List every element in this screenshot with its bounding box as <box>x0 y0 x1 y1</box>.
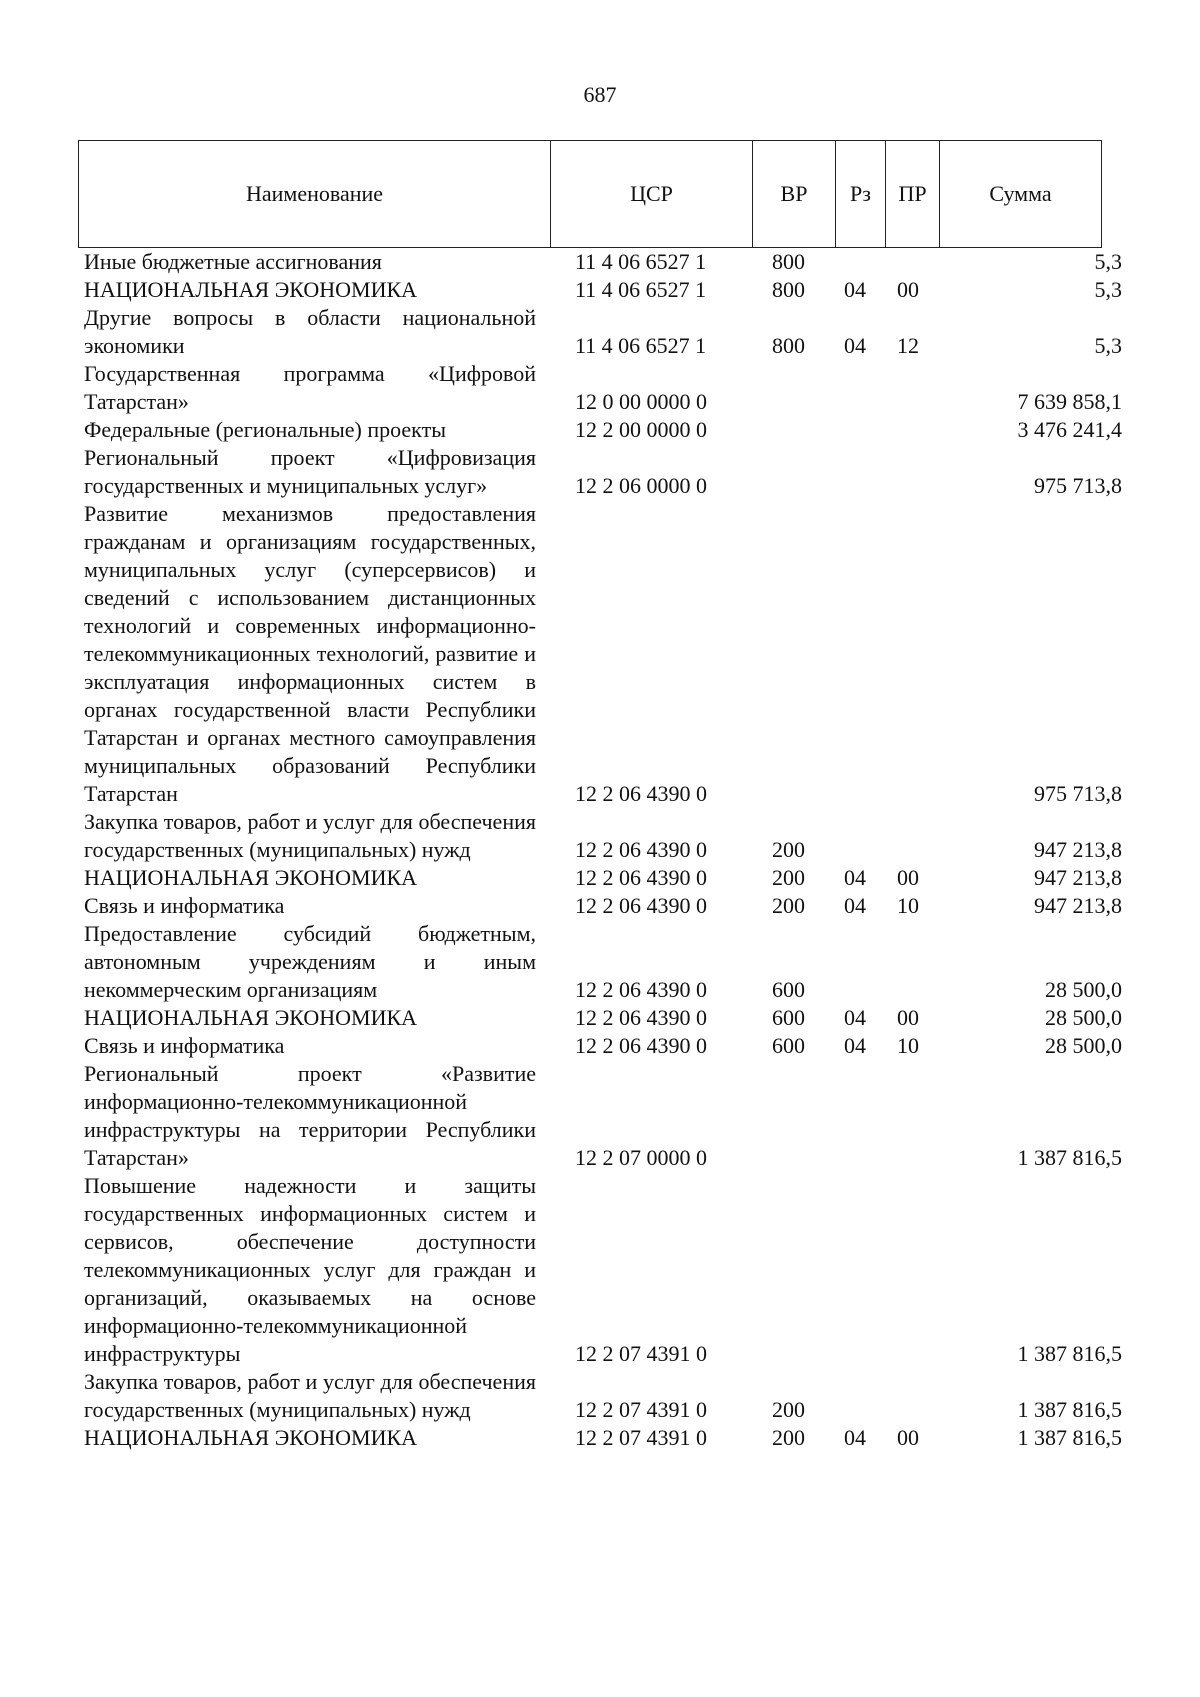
cell-sum: 5,3 <box>1094 249 1122 274</box>
cell-sum: 947 213,8 <box>1034 837 1122 862</box>
table-row <box>0 1368 1200 1424</box>
cell-name: Региональный проект «Цифровизация государственных и муниципальных услуг» <box>84 445 536 498</box>
cell-pr: 00 <box>897 277 919 302</box>
table-row <box>0 304 1200 360</box>
cell-csr: 12 2 07 4391 0 <box>575 1341 707 1366</box>
cell-vr: 200 <box>772 1397 805 1422</box>
cell-csr: 12 2 06 4390 0 <box>575 977 707 1002</box>
cell-rz: 04 <box>844 1425 866 1450</box>
table-row <box>0 892 1200 920</box>
cell-csr: 12 0 00 0000 0 <box>575 389 707 414</box>
table-row <box>0 808 1200 864</box>
table-row <box>0 500 1200 808</box>
cell-rz: 04 <box>844 277 866 302</box>
cell-name: Региональный проект «Развитие информационно-телекоммуникационной инфраструктуры на территории Республики Татарстан» <box>84 1061 536 1170</box>
cell-sum: 1 387 816,5 <box>1017 1341 1122 1366</box>
cell-csr: 12 2 07 4391 0 <box>575 1397 707 1422</box>
cell-name: НАЦИОНАЛЬНАЯ ЭКОНОМИКА <box>84 1005 418 1030</box>
cell-csr: 12 2 00 0000 0 <box>575 417 707 442</box>
table-row <box>0 1172 1200 1368</box>
table-row <box>0 1032 1200 1060</box>
table-body <box>0 248 1200 1452</box>
cell-csr: 12 2 06 4390 0 <box>575 1005 707 1030</box>
table-row <box>0 1060 1200 1172</box>
cell-csr: 12 2 07 4391 0 <box>575 1425 707 1450</box>
cell-csr: 11 4 06 6527 1 <box>575 249 707 274</box>
cell-pr: 00 <box>897 865 919 890</box>
cell-sum: 28 500,0 <box>1045 1033 1122 1058</box>
cell-name: Федеральные (региональные) проекты <box>84 417 446 442</box>
cell-sum: 3 476 241,4 <box>1017 417 1122 442</box>
cell-csr: 11 4 06 6527 1 <box>575 333 707 358</box>
cell-name: Предоставление субсидий бюджетным, автономным учреждениям и иным некоммерческим организациям <box>84 921 536 1002</box>
cell-name: Закупка товаров, работ и услуг для обеспечения государственных (муниципальных) нужд <box>84 809 536 862</box>
cell-name: Связь и информатика <box>84 893 285 918</box>
cell-csr: 12 2 06 4390 0 <box>575 837 707 862</box>
cell-name: Закупка товаров, работ и услуг для обеспечения государственных (муниципальных) нужд <box>84 1369 536 1422</box>
cell-csr: 11 4 06 6527 1 <box>575 277 707 302</box>
cell-rz: 04 <box>844 1033 866 1058</box>
cell-rz: 04 <box>844 333 866 358</box>
cell-sum: 1 387 816,5 <box>1017 1425 1122 1450</box>
cell-pr: 00 <box>897 1005 919 1030</box>
cell-sum: 975 713,8 <box>1034 781 1122 806</box>
cell-csr: 12 2 06 4390 0 <box>575 865 707 890</box>
cell-sum: 7 639 858,1 <box>1017 389 1122 414</box>
cell-vr: 800 <box>772 277 805 302</box>
cell-rz: 04 <box>844 1005 866 1030</box>
header-rz: Рз <box>836 141 886 247</box>
cell-rz: 04 <box>844 893 866 918</box>
cell-name: Повышение надежности и защиты государственных информационных систем и сервисов, обеспечение доступности телекоммуникационных услуг для граждан и организаций, оказываемых на основе информационно-телекоммуникационной инфраструктуры <box>84 1173 536 1366</box>
header-pr: ПР <box>886 141 940 247</box>
table-row <box>0 864 1200 892</box>
page-number: 687 <box>583 82 617 107</box>
cell-pr: 00 <box>897 1425 919 1450</box>
cell-csr: 12 2 06 0000 0 <box>575 473 707 498</box>
table-row <box>0 416 1200 444</box>
cell-name: Развитие механизмов предоставления гражданам и организациям государственных, муниципальных услуг (суперсервисов) и сведений с использованием дистанционных технологий и современных информационно-телекоммуникационных технологий, развитие и эксплуатация информационных систем в органах государственной власти Республики Татарстан и органах местного самоуправления муниципальных образований Республики Татарстан <box>84 501 536 806</box>
cell-sum: 947 213,8 <box>1034 865 1122 890</box>
cell-vr: 600 <box>772 977 805 1002</box>
table-row <box>0 444 1200 500</box>
cell-csr: 12 2 06 4390 0 <box>575 1033 707 1058</box>
table-row <box>0 920 1200 1004</box>
cell-name: НАЦИОНАЛЬНАЯ ЭКОНОМИКА <box>84 277 418 302</box>
cell-name: НАЦИОНАЛЬНАЯ ЭКОНОМИКА <box>84 865 418 890</box>
cell-sum: 28 500,0 <box>1045 1005 1122 1030</box>
cell-sum: 1 387 816,5 <box>1017 1145 1122 1170</box>
cell-sum: 1 387 816,5 <box>1017 1397 1122 1422</box>
table-row <box>0 1424 1200 1452</box>
cell-vr: 200 <box>772 893 805 918</box>
table-row <box>0 360 1200 416</box>
cell-pr: 12 <box>897 333 919 358</box>
cell-csr: 12 2 06 4390 0 <box>575 781 707 806</box>
table-header <box>78 140 1102 248</box>
cell-vr: 200 <box>772 865 805 890</box>
cell-vr: 200 <box>772 1425 805 1450</box>
cell-pr: 10 <box>897 893 919 918</box>
cell-name: Связь и информатика <box>84 1033 285 1058</box>
cell-name: Другие вопросы в области национальной экономики <box>84 305 536 358</box>
cell-name: Государственная программа «Цифровой Татарстан» <box>84 361 536 414</box>
cell-sum: 947 213,8 <box>1034 893 1122 918</box>
cell-pr: 10 <box>897 1033 919 1058</box>
table-row <box>0 276 1200 304</box>
cell-vr: 800 <box>772 333 805 358</box>
header-csr: ЦСР <box>551 141 753 247</box>
cell-csr: 12 2 07 0000 0 <box>575 1145 707 1170</box>
cell-sum: 975 713,8 <box>1034 473 1122 498</box>
cell-vr: 600 <box>772 1033 805 1058</box>
cell-name: НАЦИОНАЛЬНАЯ ЭКОНОМИКА <box>84 1425 418 1450</box>
table-row <box>0 1004 1200 1032</box>
cell-vr: 600 <box>772 1005 805 1030</box>
cell-vr: 800 <box>772 249 805 274</box>
cell-name: Иные бюджетные ассигнования <box>84 249 382 274</box>
cell-sum: 5,3 <box>1094 333 1122 358</box>
cell-csr: 12 2 06 4390 0 <box>575 893 707 918</box>
cell-sum: 28 500,0 <box>1045 977 1122 1002</box>
header-name: Наименование <box>79 141 551 247</box>
header-sum: Сумма <box>989 181 1052 206</box>
cell-rz: 04 <box>844 865 866 890</box>
header-vr: ВР <box>753 141 836 247</box>
cell-sum: 5,3 <box>1094 277 1122 302</box>
table-row <box>0 248 1200 276</box>
cell-vr: 200 <box>772 837 805 862</box>
